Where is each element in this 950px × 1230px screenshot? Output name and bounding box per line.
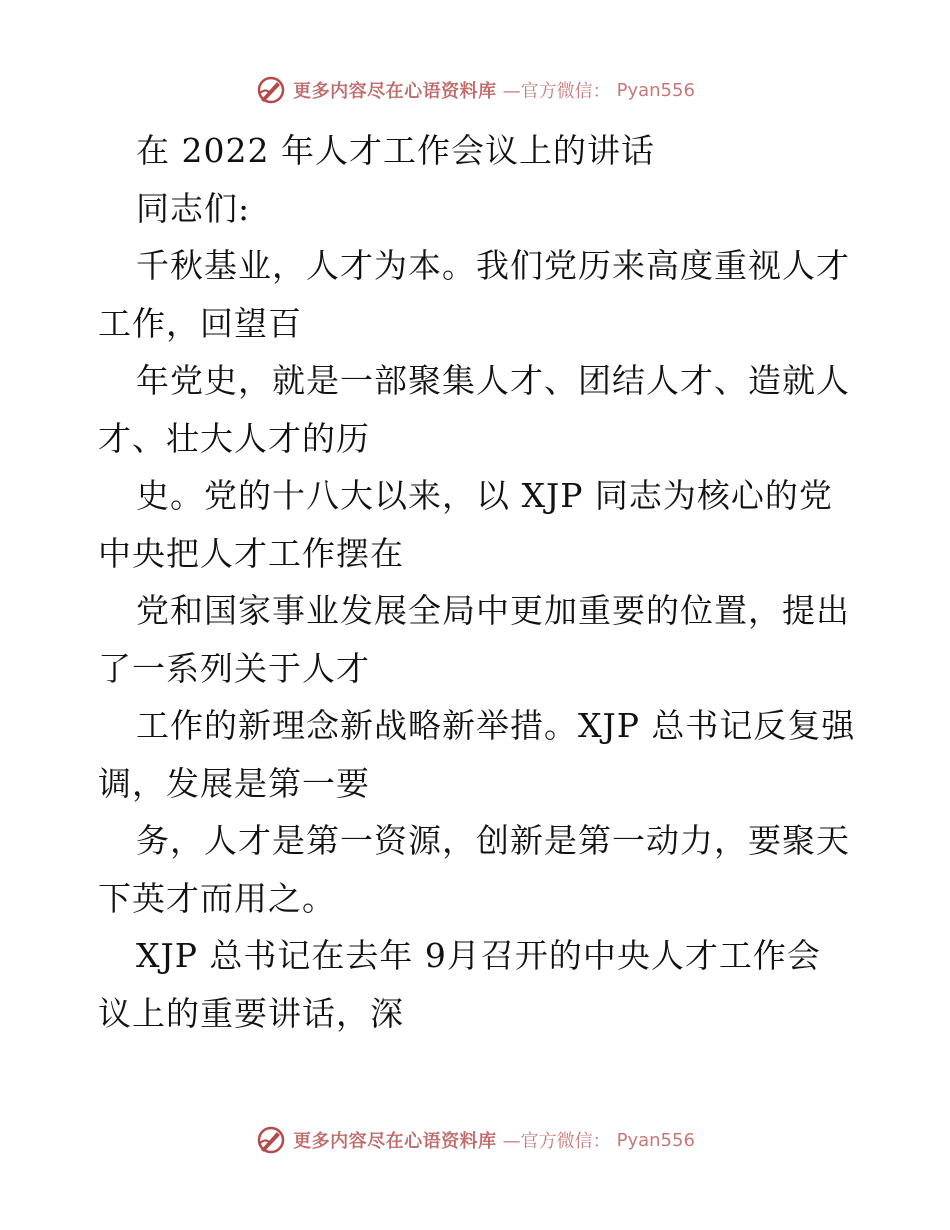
paragraph-line: 调，发展是第一要	[98, 763, 370, 803]
paragraph-line: XJP 总书记在去年 9月召开的中央人才工作会	[136, 936, 821, 975]
paragraph-line: 了一系列关于人才	[98, 648, 370, 688]
paragraph-line: 议上的重要讲话，深	[98, 993, 404, 1033]
paragraph-line: 年党史，就是一部聚集人才、团结人才、造就人	[136, 361, 850, 400]
footer-watermark	[0, 1120, 950, 1160]
watermark-account: Pyan556	[616, 79, 695, 101]
watermark-account: Pyan556	[616, 1129, 695, 1151]
paragraph-line: 史。党的十八大以来，以 XJP 同志为核心的党	[136, 476, 833, 515]
paragraph-line: 中央把人才工作摆在	[98, 533, 404, 573]
paragraph-line: 工作的新理念新战略新举措。XJP 总书记反复强	[136, 706, 856, 745]
salutation: 同志们:	[136, 188, 251, 228]
paragraph-line: 千秋基业，人才为本。我们党历来高度重视人才	[136, 246, 850, 285]
paragraph-line: 下英才而用之。	[98, 878, 336, 918]
watermark-separator: —官方微信：	[502, 1131, 611, 1152]
feather-pen-icon	[255, 74, 287, 106]
paragraph-line: 工作，回望百	[98, 303, 302, 343]
watermark-brand-text: 更多内容尽在心语资料库	[293, 1131, 497, 1152]
header-watermark	[0, 70, 950, 110]
paragraph-line: 党和国家事业发展全局中更加重要的位置，提出	[136, 591, 850, 630]
watermark-brand-text: 更多内容尽在心语资料库	[293, 81, 497, 102]
paragraph-line: 才、壮大人才的历	[98, 418, 370, 458]
paragraph-line: 务，人才是第一资源，创新是第一动力，要聚天	[136, 821, 850, 860]
document-body	[98, 122, 858, 1042]
feather-pen-icon	[255, 1124, 287, 1156]
document-title: 在 2022 年人才工作会议上的讲话	[136, 131, 655, 170]
watermark-separator: —官方微信：	[502, 81, 611, 102]
